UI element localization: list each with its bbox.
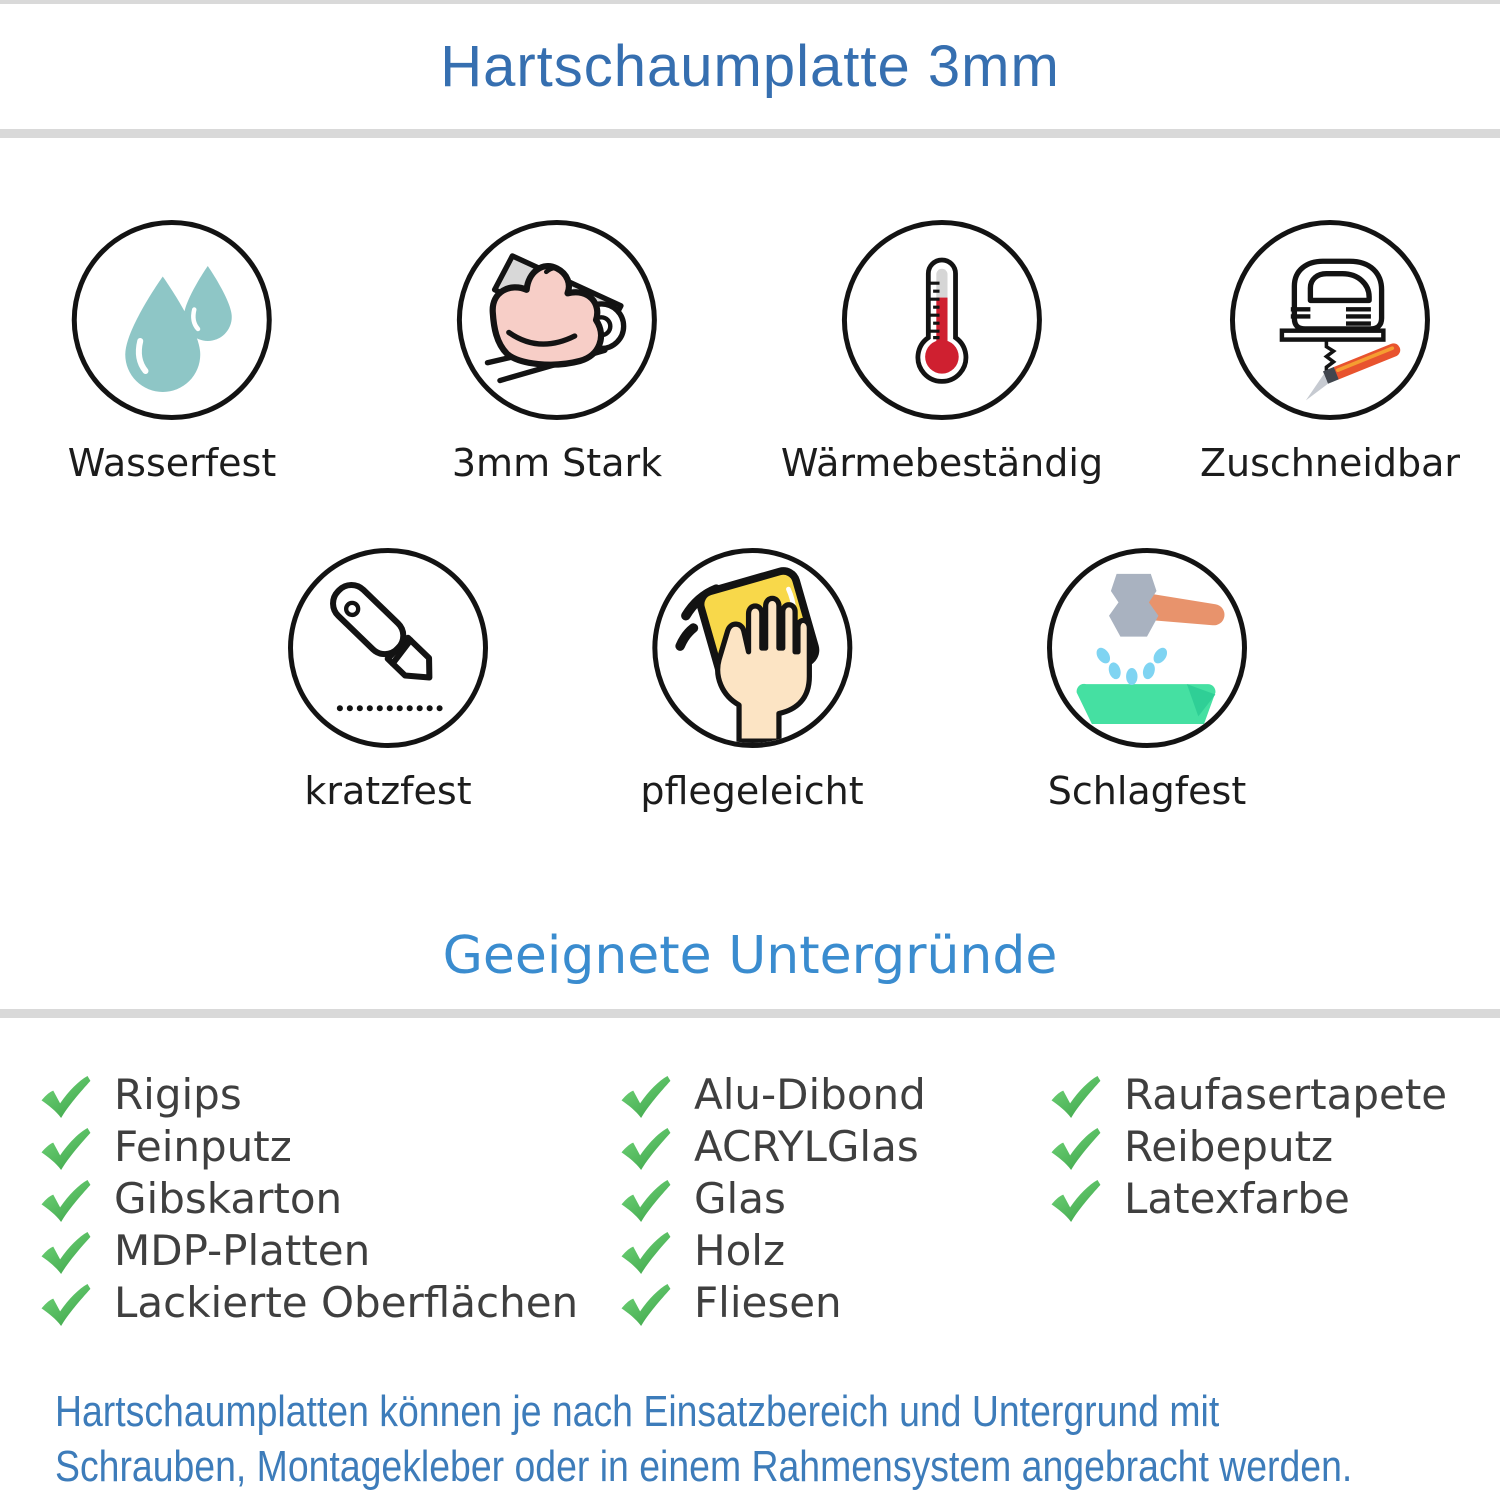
water-drops-icon [97, 245, 247, 395]
checklist-item [618, 1276, 926, 1328]
checklist-label: Alu-Dibond [694, 1069, 926, 1119]
check-icon [618, 1179, 672, 1224]
checklist-item [618, 1120, 926, 1172]
checklist-label: Glas [694, 1173, 786, 1223]
feature-label: pflegeleicht [640, 769, 864, 813]
utility-knife-icon [302, 562, 474, 734]
section-divider [0, 1009, 1500, 1018]
checklist-label: Rigips [114, 1069, 242, 1119]
section-divider [0, 129, 1500, 138]
feature-wasserfest [68, 220, 276, 485]
check-icon [1048, 1075, 1102, 1120]
checklist-label: Fliesen [694, 1277, 842, 1327]
checklist-label: Latexfarbe [1124, 1173, 1350, 1223]
checklist-column-3 [1048, 1068, 1447, 1224]
checklist-item [38, 1276, 578, 1328]
check-icon [38, 1127, 92, 1172]
feature-circle [652, 548, 852, 748]
feature-label: Wärmebeständig [780, 441, 1104, 485]
checklist-label: Gibskarton [114, 1173, 343, 1223]
feature-circle [842, 220, 1042, 420]
feature-label: Schlagfest [1047, 769, 1247, 813]
feature-waermebestaendig [781, 220, 1103, 485]
check-icon [1048, 1179, 1102, 1224]
checklist-item [38, 1120, 578, 1172]
check-icon [618, 1283, 672, 1328]
hammer-icon [1052, 553, 1242, 743]
feature-circle [288, 548, 488, 748]
checklist-label: Raufasertapete [1124, 1069, 1448, 1119]
check-icon [618, 1127, 672, 1172]
section-title-untergruende: Geeignete Untergründe [442, 926, 1058, 986]
page-title: Hartschaumplatte 3mm [440, 34, 1060, 99]
checklist-item [1048, 1172, 1447, 1224]
feature-circle [457, 220, 657, 420]
feature-label: Wasserfest [67, 441, 277, 485]
feature-pflegeleicht [640, 548, 863, 813]
check-icon [1048, 1127, 1102, 1172]
checklist-item [618, 1172, 926, 1224]
feature-label: 3mm Stark [451, 441, 663, 485]
feature-schlagfest [1047, 548, 1247, 813]
checklist-label: Feinputz [114, 1121, 292, 1171]
checklist-label: ACRYLGlas [694, 1121, 919, 1171]
check-icon [618, 1231, 672, 1276]
footer-line-2: Schrauben, Montagekleber oder in einem Rahmensystem angebracht werden. [55, 1442, 1353, 1491]
feature-circle [1230, 220, 1430, 420]
check-icon [38, 1283, 92, 1328]
check-icon [38, 1179, 92, 1224]
muscle-arm-icon [468, 231, 646, 409]
feature-3mm-stark [452, 220, 662, 485]
footer-note [55, 1384, 1500, 1494]
footer-line-1: Hartschaumplatten können je nach Einsatzbereich und Untergrund mit [55, 1387, 1220, 1436]
checklist-item [38, 1068, 578, 1120]
checklist-item [618, 1068, 926, 1120]
checklist-item [1048, 1068, 1447, 1120]
feature-label: kratzfest [304, 769, 472, 813]
checklist-label: MDP-Platten [114, 1225, 371, 1275]
checklist-item [38, 1172, 578, 1224]
top-divider [0, 0, 1500, 4]
check-icon [38, 1075, 92, 1120]
thermometer-icon [862, 240, 1022, 400]
feature-circle [1047, 548, 1247, 748]
jigsaw-knife-icon [1241, 231, 1419, 409]
feature-zuschneidbar [1200, 220, 1460, 485]
checklist-column-2 [618, 1068, 926, 1328]
check-icon [618, 1075, 672, 1120]
checklist-item [618, 1224, 926, 1276]
checklist-item [38, 1224, 578, 1276]
check-icon [38, 1231, 92, 1276]
feature-circle [72, 220, 272, 420]
checklist-label: Lackierte Oberflächen [114, 1277, 579, 1327]
checklist-label: Holz [694, 1225, 785, 1275]
feature-label: Zuschneidbar [1199, 441, 1461, 485]
checklist-item [1048, 1120, 1447, 1172]
wiping-hand-icon [657, 553, 847, 743]
feature-kratzfest [288, 548, 488, 813]
checklist-column-1 [38, 1068, 578, 1328]
checklist-label: Reibeputz [1124, 1121, 1334, 1171]
